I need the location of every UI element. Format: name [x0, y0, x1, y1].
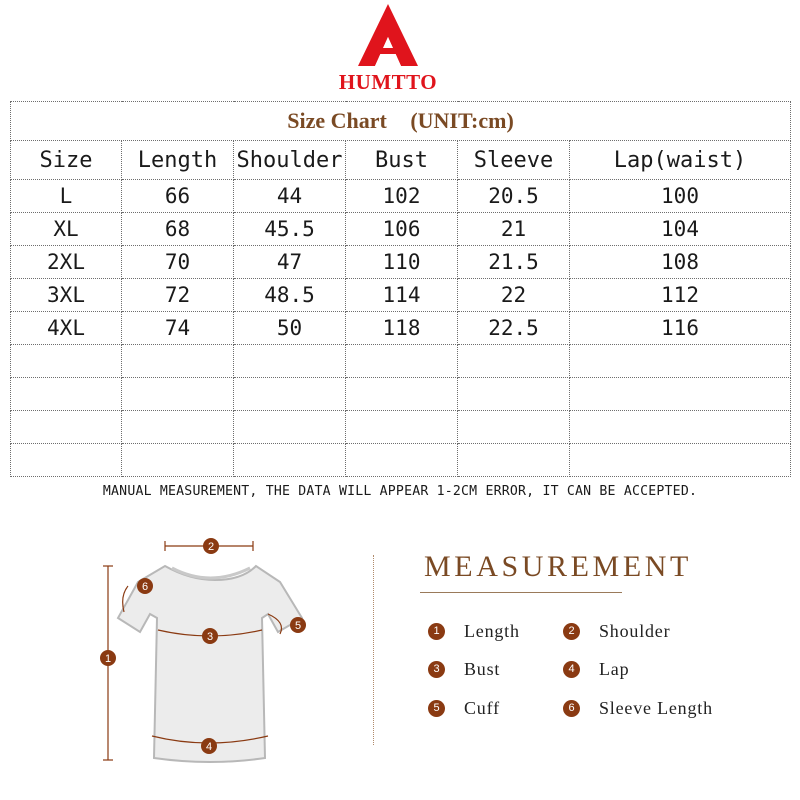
- table-cell: 116: [570, 312, 791, 345]
- empty-table-row: [11, 345, 791, 378]
- table-cell: 2XL: [11, 246, 122, 279]
- table-cell: 74: [122, 312, 234, 345]
- legend-item-shoulder: [563, 619, 670, 643]
- table-row: [11, 180, 791, 213]
- table-unit-text: (UNIT:cm): [410, 108, 514, 133]
- column-header: Shoulder: [234, 141, 346, 180]
- table-cell: 45.5: [234, 213, 346, 246]
- marker-label: 6: [141, 581, 149, 593]
- table-row: [11, 279, 791, 312]
- column-header: Lap(waist): [570, 141, 791, 180]
- table-cell: 22: [458, 279, 570, 312]
- size-chart-table: [10, 101, 791, 477]
- table-cell: 112: [570, 279, 791, 312]
- legend-label: Length: [464, 620, 520, 641]
- table-header-row: [11, 141, 791, 180]
- table-title-text: Size Chart: [287, 108, 387, 133]
- marker-label: 2: [207, 541, 215, 553]
- brand-logo: [330, 4, 446, 96]
- table-cell: 66: [122, 180, 234, 213]
- measurement-note: MANUAL MEASUREMENT, THE DATA WILL APPEAR 1-2CM ERROR, IT CAN BE ACCEPTED.: [102, 484, 698, 499]
- table-title: [11, 102, 791, 141]
- table-cell: L: [11, 180, 122, 213]
- table-row: [11, 213, 791, 246]
- legend-item-cuff: [428, 696, 500, 720]
- table-cell: 70: [122, 246, 234, 279]
- title-underline: [420, 592, 622, 593]
- column-header: Sleeve: [458, 141, 570, 180]
- legend-label: Lap: [599, 658, 630, 679]
- table-cell: XL: [11, 213, 122, 246]
- legend-item-sleeve-length: [563, 696, 713, 720]
- table-cell: 68: [122, 213, 234, 246]
- table-cell: 114: [346, 279, 458, 312]
- table-cell: 106: [346, 213, 458, 246]
- marker-label: 4: [205, 741, 213, 753]
- legend-number: 4: [563, 661, 580, 678]
- table-cell: 44: [234, 180, 346, 213]
- triangle-a-icon: [358, 4, 418, 66]
- legend-item-lap: [563, 657, 629, 681]
- legend-number: 3: [428, 661, 445, 678]
- table-cell: 47: [234, 246, 346, 279]
- table-row: [11, 246, 791, 279]
- tshirt-diagram: [90, 530, 320, 790]
- table-cell: 22.5: [458, 312, 570, 345]
- legend-label: Cuff: [464, 697, 500, 718]
- table-cell: 100: [570, 180, 791, 213]
- empty-table-row: [11, 411, 791, 444]
- table-cell: 48.5: [234, 279, 346, 312]
- divider: [373, 555, 374, 745]
- marker-label: 1: [104, 653, 112, 665]
- marker-label: 5: [294, 620, 302, 632]
- table-cell: 108: [570, 246, 791, 279]
- brand-name: HUMTTO: [338, 70, 438, 94]
- legend-label: Shoulder: [599, 620, 671, 641]
- table-row: [11, 312, 791, 345]
- legend-label: Sleeve Length: [599, 697, 713, 718]
- column-header: Bust: [346, 141, 458, 180]
- marker-label: 3: [206, 631, 214, 643]
- table-cell: 20.5: [458, 180, 570, 213]
- empty-table-row: [11, 444, 791, 477]
- table-cell: 4XL: [11, 312, 122, 345]
- table-cell: 72: [122, 279, 234, 312]
- column-header: Size: [11, 141, 122, 180]
- table-cell: 118: [346, 312, 458, 345]
- column-header: Length: [122, 141, 234, 180]
- measurement-title: MEASUREMENT: [424, 550, 692, 583]
- table-cell: 50: [234, 312, 346, 345]
- table-cell: 21.5: [458, 246, 570, 279]
- legend-number: 6: [563, 700, 580, 717]
- legend-item-bust: [428, 657, 500, 681]
- table-cell: 3XL: [11, 279, 122, 312]
- table-cell: 21: [458, 213, 570, 246]
- table-cell: 104: [570, 213, 791, 246]
- tshirt-icon: [90, 530, 320, 790]
- legend-label: Bust: [464, 658, 501, 679]
- legend-number: 2: [563, 623, 580, 640]
- legend-number: 5: [428, 700, 445, 717]
- legend-item-length: [428, 619, 520, 643]
- legend-number: 1: [428, 623, 445, 640]
- table-cell: 110: [346, 246, 458, 279]
- table-cell: 102: [346, 180, 458, 213]
- empty-table-row: [11, 378, 791, 411]
